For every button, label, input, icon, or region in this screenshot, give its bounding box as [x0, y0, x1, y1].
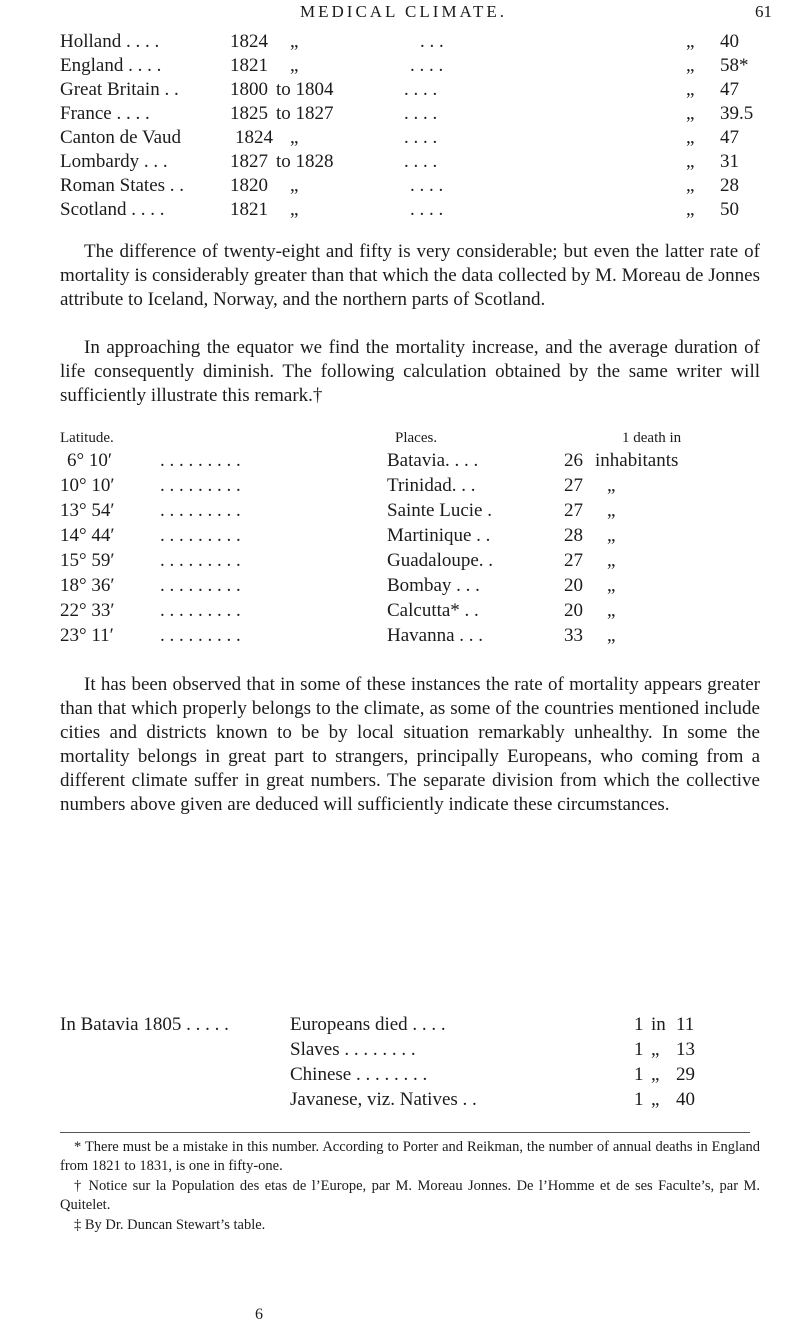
group-cell: Europeans died . . . .	[290, 1014, 446, 1035]
latitude-cell: 6° 10′	[67, 450, 113, 471]
place-cell: Sainte Lucie .	[387, 500, 492, 521]
column-header-places: Places.	[395, 430, 438, 446]
value-cell: 47	[720, 127, 739, 148]
year-from-cell: 1800	[230, 79, 268, 100]
ditto-cell: „	[686, 31, 695, 52]
ditto-cell: „	[607, 600, 616, 621]
value-cell: 39.5	[720, 103, 754, 124]
death-value-cell: 28	[564, 525, 583, 546]
place-cell: Great Britain . .	[60, 79, 179, 100]
ditto-cell: „	[686, 151, 695, 172]
place-cell: Scotland . . . .	[60, 199, 165, 220]
death-value-cell: 20	[564, 600, 583, 621]
year-to-cell: „	[290, 175, 299, 196]
signature-mark: 6	[255, 1306, 263, 1323]
place-cell: Calcutta* . .	[387, 600, 479, 621]
column-header-death: 1 death in	[622, 430, 682, 446]
leader-dots: . . . .	[410, 55, 444, 76]
leader-dots: . . . .	[404, 127, 438, 148]
leader-dots: . . . .	[404, 79, 438, 100]
latitude-cell: 15° 59′	[60, 550, 115, 571]
year-to-cell: „	[290, 55, 299, 76]
value-cell: 40	[676, 1089, 695, 1110]
death-value-cell: 27	[564, 475, 583, 496]
year-to-cell: to 1828	[276, 151, 334, 172]
value-cell: 58*	[720, 55, 749, 76]
value-cell: 31	[720, 151, 739, 172]
leader-dots: . . . . . . . . .	[160, 550, 241, 571]
death-value-cell: 27	[564, 550, 583, 571]
leader-dots: . . . . . . . . .	[160, 500, 241, 521]
leader-dots: . . . . . . . . .	[160, 475, 241, 496]
value-cell: 29	[676, 1064, 695, 1085]
one-cell: 1	[634, 1039, 644, 1060]
leader-dots: . . .	[420, 31, 444, 52]
place-cell: Canton de Vaud	[60, 127, 182, 148]
group-cell: Javanese, viz. Natives . .	[290, 1089, 477, 1110]
place-cell: Roman States . .	[60, 175, 185, 196]
death-value-cell: 26	[564, 450, 583, 471]
year-from-cell: 1821	[230, 55, 268, 76]
footnote-1: * There must be a mistake in this number. According to Porter and Reikman, the number of annual deaths in England from 1821 to 1831, is one in fifty-one.	[60, 1139, 760, 1174]
death-value-cell: 33	[564, 625, 583, 646]
leader-dots: . . . .	[404, 151, 438, 172]
in-cell: in	[651, 1014, 666, 1035]
group-cell: Slaves . . . . . . . .	[290, 1039, 416, 1060]
ditto-cell: „	[686, 79, 695, 100]
value-cell: 47	[720, 79, 739, 100]
place-cell: Trinidad. . .	[387, 475, 476, 496]
ditto-cell: „	[686, 127, 695, 148]
year-to-cell: „	[290, 31, 299, 52]
place-cell: Batavia. . . .	[387, 450, 479, 471]
place-cell: Guadaloupe. .	[387, 550, 494, 571]
one-cell: 1	[634, 1064, 644, 1085]
ditto-cell: „	[607, 550, 616, 571]
place-cell: England . . . .	[60, 55, 162, 76]
ditto-cell: „	[651, 1089, 660, 1110]
value-cell: 13	[676, 1039, 695, 1060]
year-from-cell: 1827	[230, 151, 268, 172]
year-from-cell: 1824	[230, 31, 268, 52]
paragraph-2: In approaching the equator we find the mortality increase, and the average duration of life consequently diminish. The following calculation obtained by the same writer will sufficiently illustrate this remark.†	[60, 337, 760, 406]
ditto-cell: „	[686, 103, 695, 124]
death-value-cell: 20	[564, 575, 583, 596]
paragraph-3: It has been observed that in some of these instances the rate of mortality appears greater than that which properly belongs to the climate, as some of the countries mentioned include cities and districts known to be by local situation remarkably unhealthy. In some the mortality belongs in great part to strangers, principally Europeans, who coming from a different climate suffer in great numbers. The separate division from which the collective numbers above given are deduced will sufficiently indicate these circumstances.	[60, 674, 760, 815]
year-to-cell: to 1804	[276, 79, 334, 100]
year-from-cell: 1825	[230, 103, 268, 124]
year-from-cell: 1821	[230, 199, 268, 220]
paragraph-1: The difference of twenty-eight and fifty is very considerable; but even the latter rate of mortality is considerably greater than that which the data collected by M. Moreau de Jonnes attribute to Iceland, Norway, and the northern parts of Scotland.	[60, 241, 760, 310]
year-from-cell: 1820	[230, 175, 268, 196]
group-cell: Chinese . . . . . . . .	[290, 1064, 428, 1085]
leader-dots: . . . . . . . . .	[160, 600, 241, 621]
footnote-2: † Notice sur la Population des etas de l’Europe, par M. Moreau Jonnes. De l’Homme et de ses Faculte’s, par M. Quitelet.	[60, 1178, 760, 1213]
value-cell: 40	[720, 31, 739, 52]
year-from-cell: 1824	[235, 127, 273, 148]
footnote-rule	[60, 1132, 750, 1133]
ditto-cell: „	[607, 575, 616, 596]
ditto-cell: „	[686, 175, 695, 196]
footnote-3: ‡ By Dr. Duncan Stewart’s table.	[74, 1217, 266, 1233]
leader-dots: . . . .	[410, 175, 444, 196]
leader-dots: . . . . . . . . .	[160, 525, 241, 546]
leader-dots: . . . . . . . . .	[160, 450, 241, 471]
place-cell: Holland . . . .	[60, 31, 160, 52]
latitude-cell: 23° 11′	[60, 625, 114, 646]
ditto-cell: „	[607, 625, 616, 646]
running-head: MEDICAL CLIMATE.	[300, 2, 507, 21]
ditto-cell: „	[607, 500, 616, 521]
ditto-cell: „	[651, 1039, 660, 1060]
place-cell: Bombay . . .	[387, 575, 480, 596]
latitude-cell: 13° 54′	[60, 500, 115, 521]
value-cell: 28	[720, 175, 739, 196]
ditto-cell: „	[607, 525, 616, 546]
place-cell: Martinique . .	[387, 525, 491, 546]
year-to-cell: to 1827	[276, 103, 334, 124]
unit-cell: inhabitants	[595, 450, 679, 471]
year-to-cell: „	[290, 199, 299, 220]
value-cell: 11	[676, 1014, 695, 1035]
place-cell: Havanna . . .	[387, 625, 484, 646]
leader-dots: . . . . . . . . .	[160, 575, 241, 596]
one-cell: 1	[634, 1089, 644, 1110]
latitude-cell: 14° 44′	[60, 525, 115, 546]
one-cell: 1	[634, 1014, 644, 1035]
death-value-cell: 27	[564, 500, 583, 521]
column-header-latitude: Latitude.	[60, 430, 114, 446]
latitude-cell: 22° 33′	[60, 600, 115, 621]
latitude-cell: 18° 36′	[60, 575, 115, 596]
ditto-cell: „	[686, 55, 695, 76]
ditto-cell: „	[651, 1064, 660, 1085]
value-cell: 50	[720, 199, 739, 220]
leader-dots: . . . .	[404, 103, 438, 124]
place-cell: France . . . .	[60, 103, 150, 124]
latitude-cell: 10° 10′	[60, 475, 115, 496]
leader-dots: . . . . . . . . .	[160, 625, 241, 646]
leader-dots: . . . .	[410, 199, 444, 220]
ditto-cell: „	[686, 199, 695, 220]
page-number: 61	[755, 2, 772, 21]
ditto-cell: „	[607, 475, 616, 496]
year-to-cell: „	[290, 127, 299, 148]
place-cell: Lombardy . . .	[60, 151, 168, 172]
batavia-lead: In Batavia 1805 . . . . .	[60, 1014, 229, 1035]
